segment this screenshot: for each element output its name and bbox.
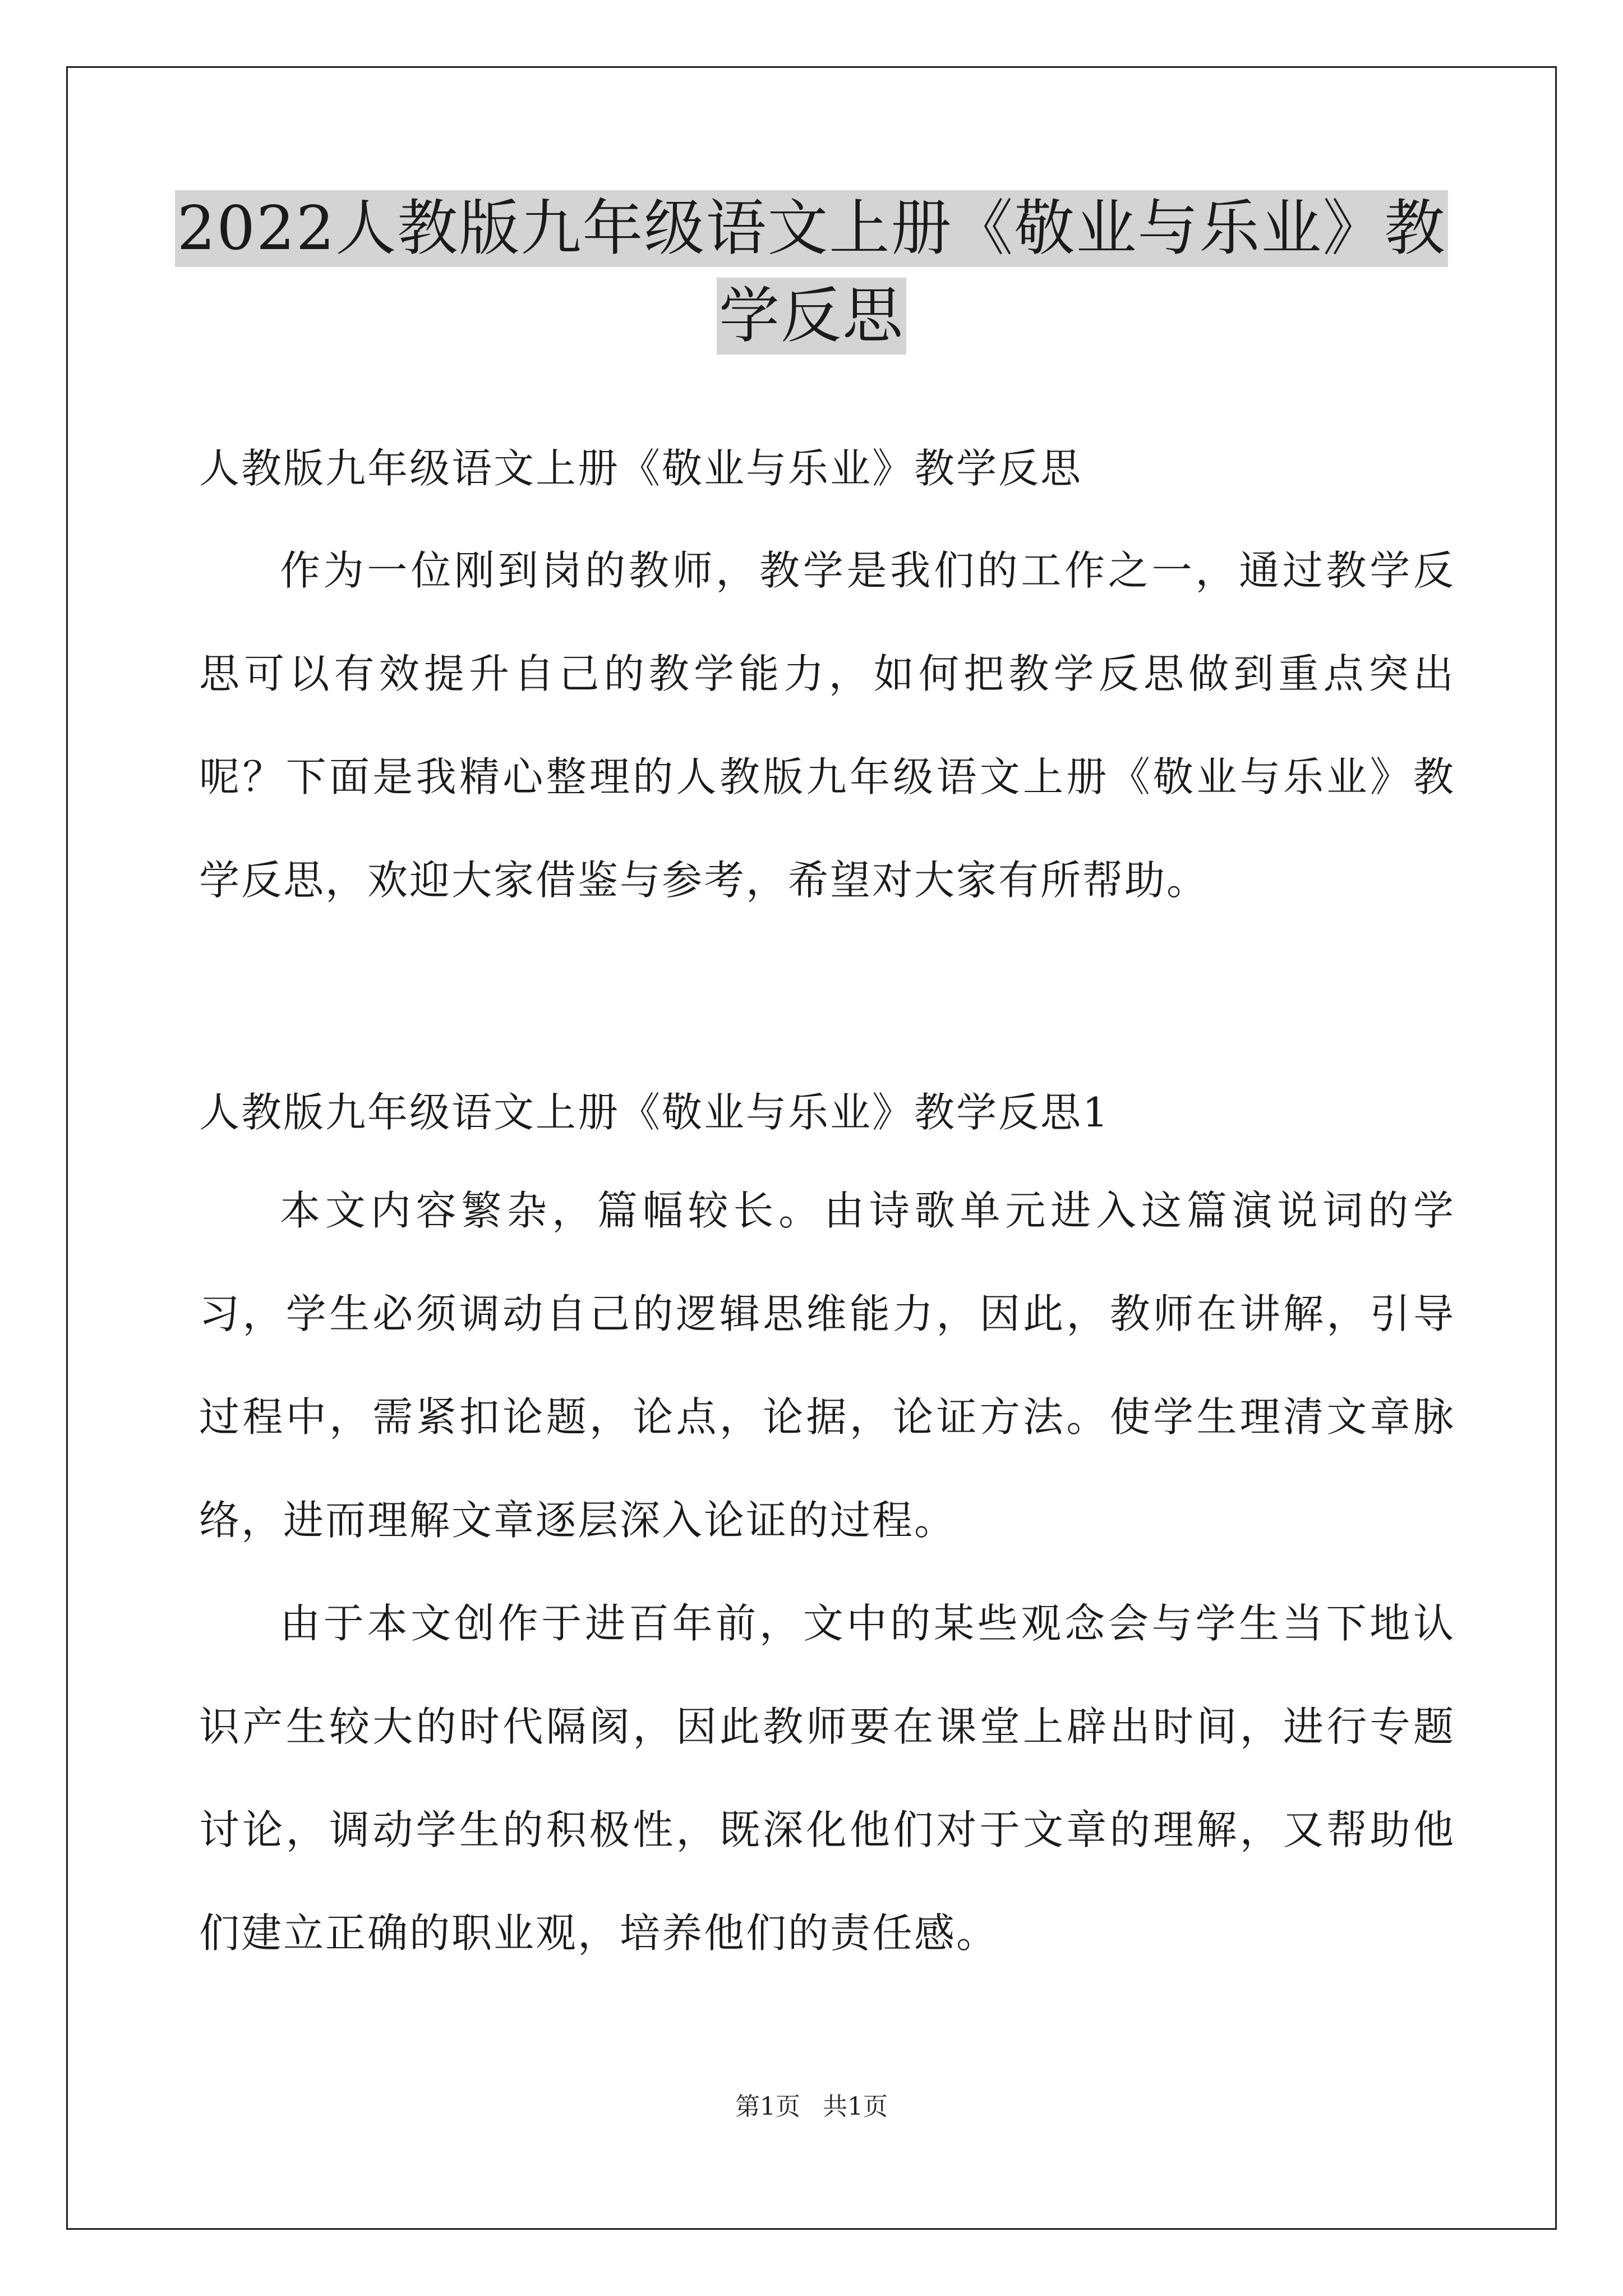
intro-heading: 人教版九年级语文上册《敬业与乐业》教学反思 [199, 445, 1083, 492]
section1-heading-block [199, 1087, 1455, 1138]
section1-heading: 人教版九年级语文上册《敬业与乐业》教学反思1 [199, 1089, 1110, 1136]
title-line-1: 2022人教版九年级语文上册《敬业与乐业》教 [175, 190, 1449, 267]
intro-paragraph: 作为一位刚到岗的教师，教学是我们的工作之一，通过教学反思可以有效提升自己的教学能力，如何把教学反思做到重点突出呢？下面是我精心整理的人教版九年级语文上册《敬业与乐业》教学反思，欢迎大家借鉴与参考，希望对大家有所帮助。 [199, 547, 1455, 904]
document-title [135, 185, 1488, 360]
page-number-total: 共1页 [823, 2092, 888, 2121]
section1-paragraph-1: 本文内容繁杂，篇幅较长。由诗歌单元进入这篇演说词的学习，学生必须调动自己的逻辑思维能力，因此，教师在讲解，引导过程中，需紧扣论题，论点，论据，论证方法。使学生理清文章脉络，进而理解文章逐层深入论证的过程。 [199, 1187, 1455, 1544]
intro-heading-block [199, 443, 1455, 494]
page-footer [0, 2090, 1623, 2124]
intro-paragraph-block [199, 519, 1455, 932]
section1-paragraph-2: 由于本文创作于进百年前，文中的某些观念会与学生当下地认识产生较大的时代隔阂，因此教师要在课堂上辟出时间，进行专题讨论，调动学生的积极性，既深化他们对于文章的理解，又帮助他们建立正确的职业观，培养他们的责任感。 [199, 1600, 1455, 1957]
page-number-current: 第1页 [735, 2092, 800, 2121]
section1-body [199, 1159, 1455, 1985]
title-line-2: 学反思 [717, 278, 906, 355]
